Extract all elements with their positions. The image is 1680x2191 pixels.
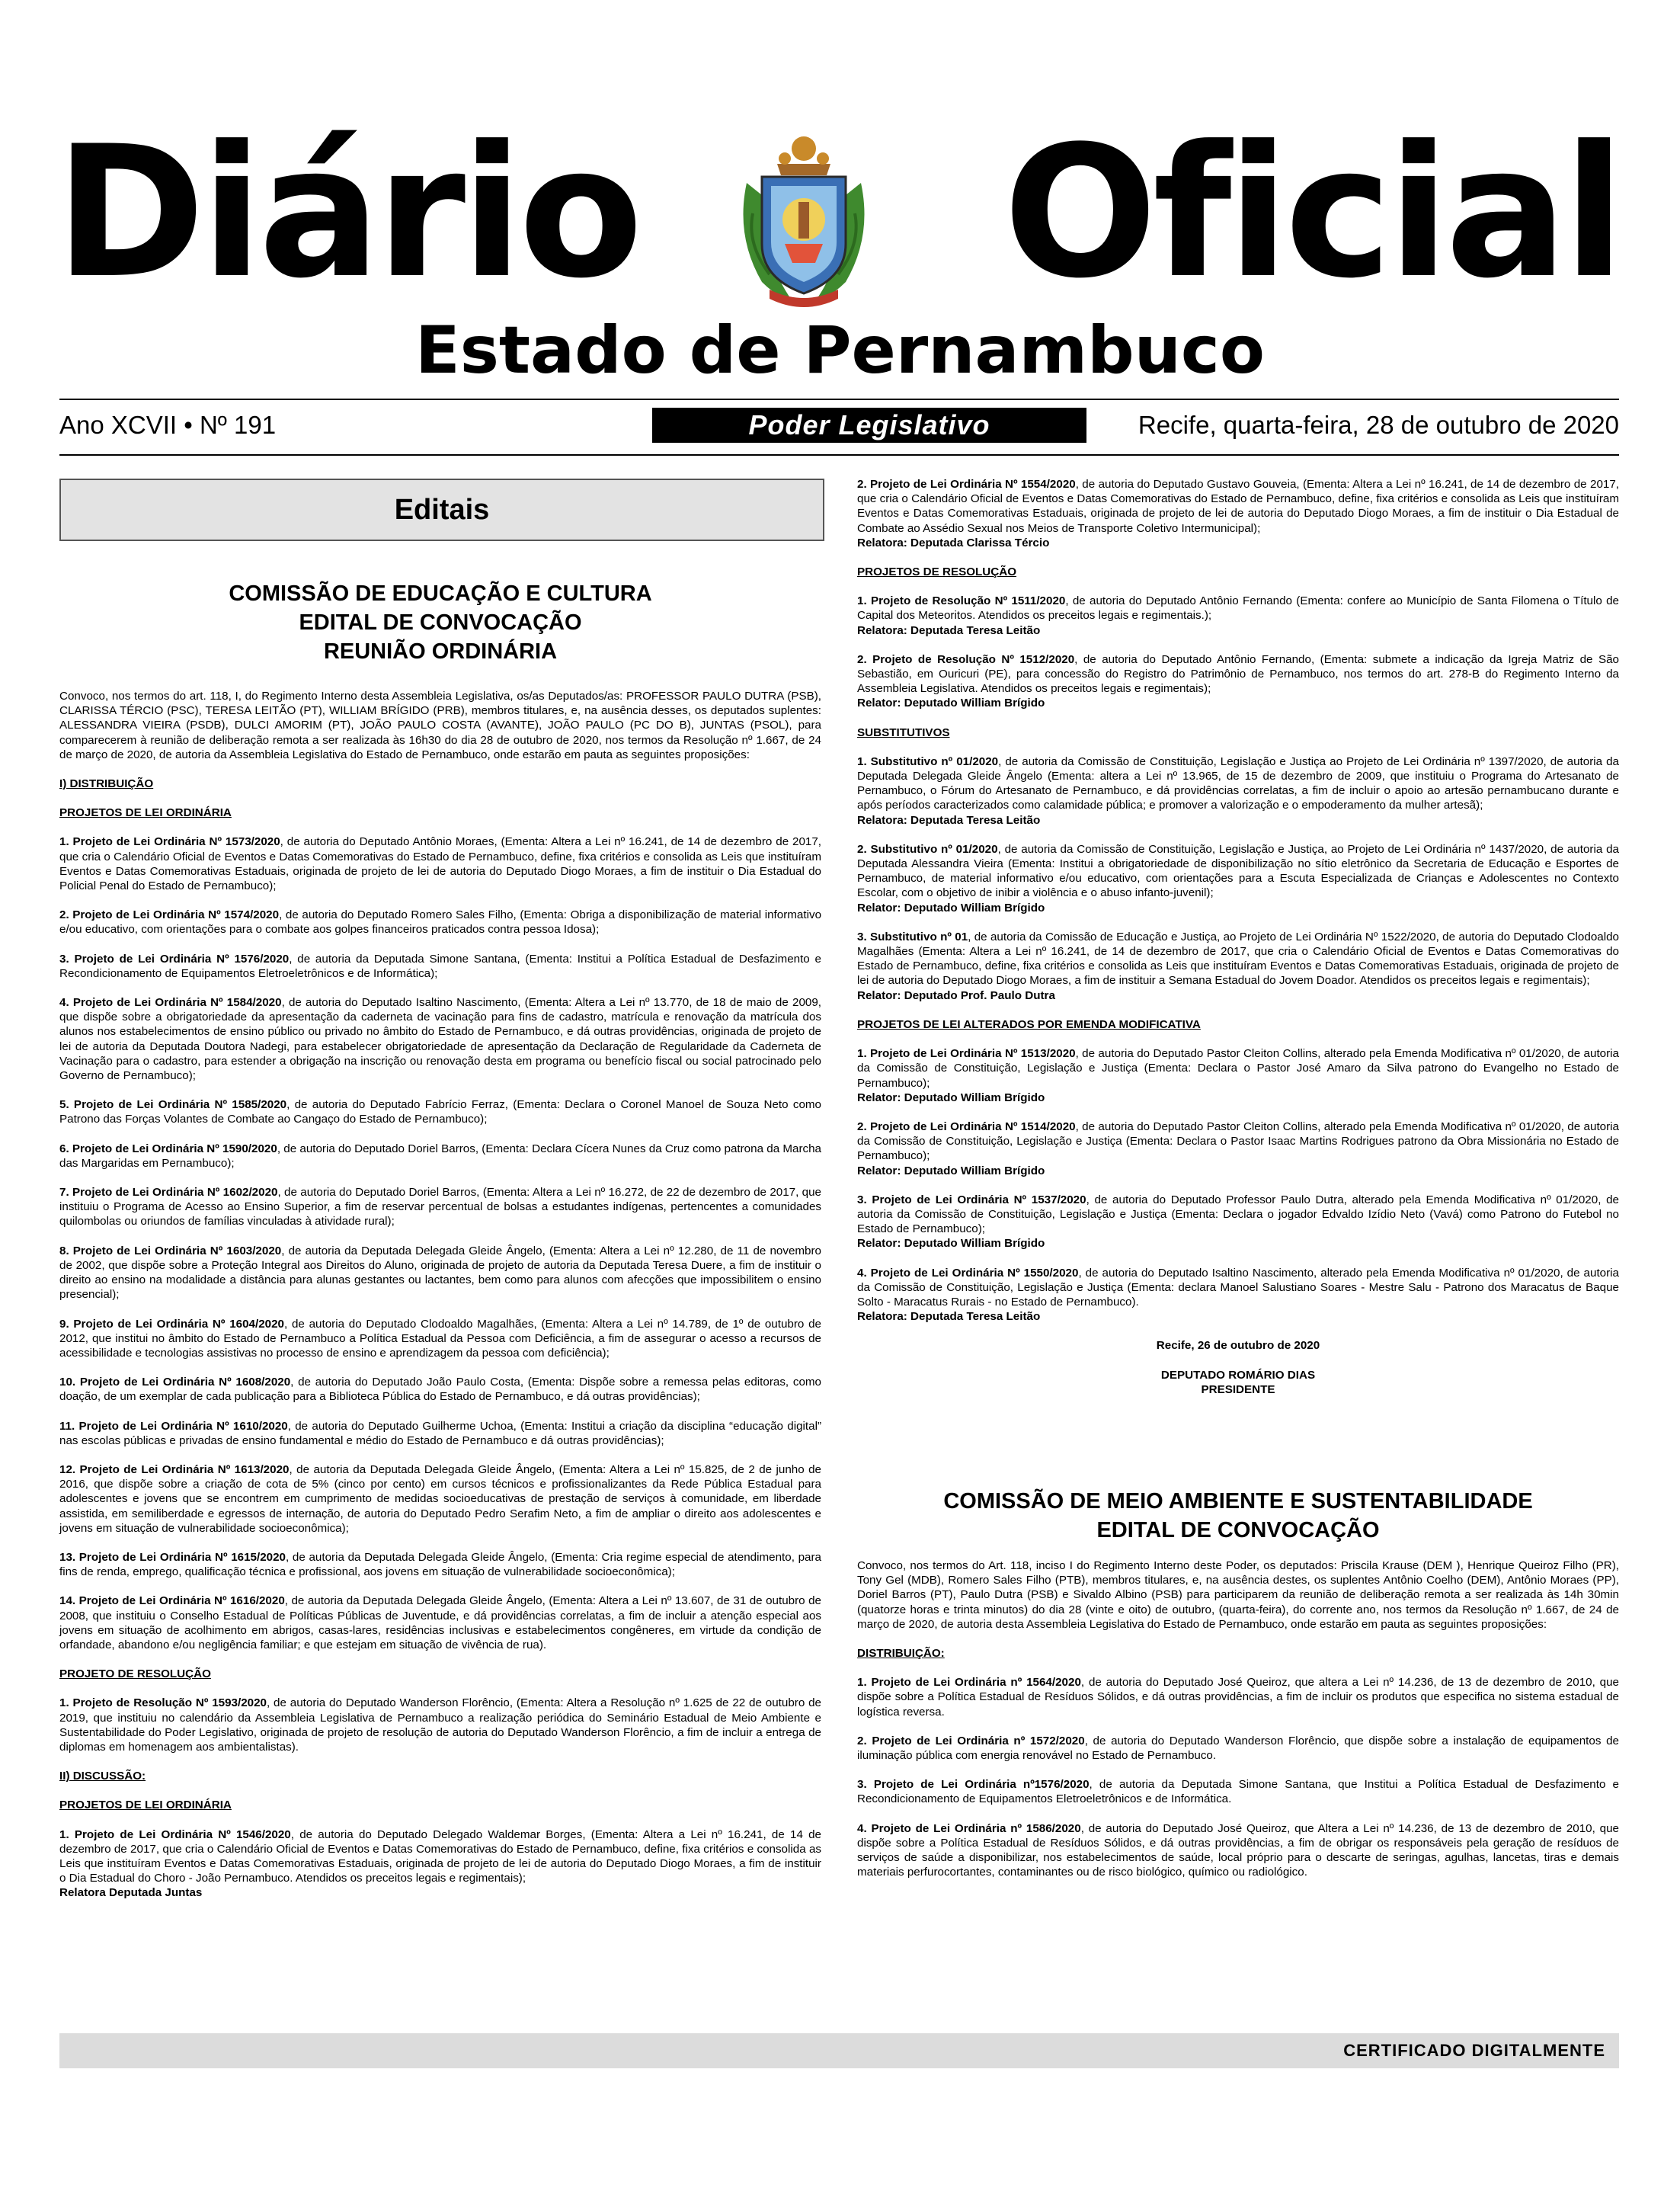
- list-item: [59, 1827, 821, 1901]
- subsection-label: PROJETOS DE LEI ORDINÁRIA: [59, 806, 232, 820]
- rapporteur: Relator: Deputado William Brígido: [857, 901, 1045, 915]
- item-text: , de autoria da Deputada Delegada Gleide Ângelo, (Ementa: Altera a Lei nº 12.280, de 11 de novembro de 2002, que dispõe sobre a Proteção Integral aos Direitos do Aluno, originada de projeto de autoria da Deputada Teresa Duere, a fim de instituir o direito ao ensino na modalidade a distância para alunas gestantes ou lactantes, bem como para alunos com afecções que impossibilitem o ensino presencial);: [59, 1244, 822, 1302]
- section-banner: Poder Legislativo: [652, 408, 1086, 443]
- list-item: [59, 1244, 821, 1302]
- item-title: 13. Projeto de Lei Ordinária Nº 1615/2020: [59, 1550, 286, 1564]
- subsection-label: PROJETO DE RESOLUÇÃO: [59, 1667, 211, 1681]
- section-label: II) DISCUSSÃO:: [59, 1770, 146, 1783]
- list-item: [857, 1266, 1619, 1325]
- item-text: , de autoria da Comissão de Educação e Justiça, ao Projeto de Lei Ordinária Nº 1522/2020, de autoria do Deputado Clodoaldo Magalhães (Ementa: Altera a Lei nº 16.241, de 14 de dezembro de 2017, que cria o Calendário Oficial de Eventos e Datas Comemorativas do Estado de Pernambuco, define, fixa critérios e consolida as Leis que instituíram Eventos e Datas Comemorativas Estaduais, originada de projeto de lei de autoria do Deputado Diogo Moraes, a fim de instituir a Semana Estadual do Jovem Doador. Atendidos os preceitos legais e regimentais);: [857, 930, 1619, 988]
- subsection-label: DISTRIBUIÇÃO:: [857, 1646, 945, 1660]
- rapporteur: Relator: Deputado William Brígido: [857, 1164, 1045, 1177]
- item-text: , de autoria do Deputado Clodoaldo Magalhães, (Ementa: Altera a Lei nº 14.789, de 1º de outubro de 2012, que institui no âmbito do Estado de Pernambuco a Política Estadual da Pessoa com Deficiência, a fim de assegurar o acesso a recursos de acessibilidade e tecnologias assistivas no processo de ensino e aprendizagem da pessoa com deficiência);: [59, 1317, 821, 1360]
- rapporteur: Relatora: Deputada Clarissa Tércio: [857, 536, 1050, 549]
- item-text: , de autoria da Deputada Simone Santana, (Ementa: Institui a Política Estadual de Desfazimento e Recondicionamento de Equipamentos Eletroeletrônicos e de Informática);: [59, 952, 821, 980]
- list-item: [59, 1594, 821, 1652]
- edition-number: Ano XCVII • Nº 191: [59, 411, 277, 439]
- item-text: , de autoria do Deputado Pastor Cleiton Collins, alterado pela Emenda Modificativa nº 01/2020, de autoria da Comissão de Constituição, Legislação e Justiça (Ementa: Declara o Pastor José Amaro da Silva patrono do Evangelho no Estado de Pernambuco);: [857, 1047, 1619, 1090]
- item-title: 2. Projeto de Lei Ordinária Nº 1554/2020: [857, 478, 1076, 491]
- item-title: 3. Projeto de Lei Ordinária nº1576/2020: [857, 1778, 1090, 1792]
- item-title: 3. Projeto de Lei Ordinária Nº 1576/2020: [59, 952, 290, 966]
- rapporteur: Relatora: Deputada Teresa Leitão: [857, 1310, 1041, 1324]
- item-title: 2. Projeto de Lei Ordinária Nº 1514/2020: [857, 1120, 1076, 1133]
- item-title: 1. Projeto de Lei Ordinária Nº 1573/2020: [59, 835, 280, 849]
- list-item: [857, 1120, 1619, 1178]
- item-text: , de autoria da Deputada Delegada Gleide Ângelo, (Ementa: Altera a Lei nº 15.825, de 2 de junho de 2016, que dispõe sobre a criação de cota de 5% (cinco por cento) em cursos técnicos e profissionalizantes da Rede Pública Estadual para adolescentes e jovens que se encontrem em cumprimento de medidas socioeducativas de prestação de serviços à comunidade, em liberdade assistida, em semiliberdade e egressos de internação, de autoria do Deputado Pedro Serafim Neto, a fim de ampliar o direito aos adolescentes e jovens em situação de vulnerabilidade socioeconômica);: [59, 1462, 821, 1535]
- item-text: , de autoria do Deputado Doriel Barros, (Ementa: Declara Cícera Nunes da Cruz como patrona da Marcha das Margaridas em Pernambuco);: [59, 1142, 822, 1170]
- list-item: [59, 952, 821, 981]
- item-title: 7. Projeto de Lei Ordinária Nº 1602/2020: [59, 1186, 278, 1200]
- list-item: [857, 477, 1619, 550]
- item-list: [857, 477, 1619, 550]
- list-item: [857, 842, 1619, 915]
- subsection-label: PROJETOS DE LEI ORDINÁRIA: [59, 1799, 232, 1812]
- item-text: , de autoria da Comissão de Constituição, Legislação e Justiça ao Projeto de Lei Ordinária nº 1397/2020, de autoria da Deputada Delegada Gleide Ângelo (Ementa: altera a Lei nº 13.965, de 15 de dezembro de 2009, que instituiu o Programa do Artesanato de Pernambuco, o Fórum do Artesanato de Pernambuco, e dá providências correlatas, a fim de incluir o apoio ao artesão pernambucano durante e após períodos caracterizados como calamidade pública; e promover a valorização e o empoderamento da mulher artesã);: [857, 754, 1619, 812]
- item-text: , de autoria do Deputado Isaltino Nascimento, (Ementa: Altera a Lei nº 13.770, de 18 de maio de 2009, que dispõe sobre a obrigatoriedade da apresentação da caderneta de vacinação para fins de cadastro, matrícula e renovação da matrícula dos alunos nos estabelecimentos de ensino público ou privado no âmbito do Estado de Pernambuco, e dá outras providências, originada de projeto de lei de autoria da Deputada Doutora Nadegi, para estabelecer obrigatoriedade de apresentação da Declaração de Regularidade da Caderneta de Vacinação para o cadastro, para estender a obrigação na inscrição ou renovação desta em programa ou benefício fiscal ou social patrocinado pelo Governo de Pernambuco);: [59, 996, 822, 1083]
- list-item: [59, 1097, 821, 1126]
- footer-bar: [59, 2033, 1619, 2068]
- item-title: 4. Projeto de Lei Ordinária nº 1586/2020: [857, 1821, 1081, 1835]
- item-title: 4. Projeto de Lei Ordinária Nº 1550/2020: [857, 1266, 1079, 1280]
- item-title: 1. Projeto de Lei Ordinária Nº 1513/2020: [857, 1047, 1076, 1061]
- signer-name: DEPUTADO ROMÁRIO DIAS: [1160, 1368, 1316, 1382]
- list-item: [857, 1734, 1619, 1763]
- masthead-title-left: Diário: [55, 107, 639, 319]
- right-column: [857, 477, 1619, 1894]
- item-title: 1. Substitutivo nº 01/2020: [857, 754, 999, 768]
- item-title: 1. Projeto de Lei Ordinária nº 1564/2020: [857, 1676, 1081, 1690]
- list-item: [857, 1193, 1619, 1251]
- item-text: , de autoria da Deputada Simone Santana, que Institui a Política Estadual de Desfazimento e Recondicionamento de Equipamentos Eletroeletrônicos e de Informática.: [857, 1778, 1619, 1806]
- item-text: , de autoria da Deputada Delegada Gleide Ângelo, (Ementa: Altera a Lei nº 13.607, de 31 de outubro de 2008, que instituiu o Conselho Estadual de Políticas Públicas de Juventude, e dá providências correlatas, a fim de incluir a atenção especial aos jovens em situação de acolhimento em abrigos, casas-lares, residências inclusivas e estabelecimentos congêneres, em virtude da condição de orfandade, abandono e/ou negligência familiar; e que estejam em situação de vivência de rua).: [59, 1594, 821, 1651]
- item-title: 3. Substitutivo nº 01: [857, 930, 968, 943]
- list-item: [857, 754, 1619, 828]
- item-text: , de autoria do Deputado Professor Paulo Dutra, alterado pela Emenda Modificativa nº 01/2020, de autoria da Comissão de Constituição, Legislação e Justiça (Ementa: Declara o jogador Edvaldo Izídio Neto (Vavá) como Patrono do Futebol no Estado de Pernambuco);: [857, 1193, 1619, 1236]
- item-list: [857, 1046, 1619, 1324]
- masthead: [0, 107, 1680, 328]
- list-item: [857, 1777, 1619, 1806]
- item-text: , de autoria do Deputado Wanderson Florêncio, que dispõe sobre a instalação de equipamentos de iluminação pública com energia renovável no Estado de Pernambuco.: [857, 1734, 1619, 1762]
- subsection-label: PROJETOS DE LEI ALTERADOS POR EMENDA MODIFICATIVA: [857, 1017, 1201, 1031]
- signer-role: PRESIDENTE: [1201, 1382, 1275, 1396]
- item-text: , de autoria do Deputado Antônio Fernando (Ementa: confere ao Município de Santa Filomena o Título de Capital dos Meteoritos. Atendidos os preceitos legais e regimentais.);: [857, 594, 1619, 623]
- item-text: , de autoria do Deputado João Paulo Costa, (Ementa: Dispõe sobre a remessa pelas editoras, como doação, de um exemplar de cada publicação para a Biblioteca Pública do Estado de Pernambuco, e dá outras providências);: [59, 1376, 821, 1404]
- intro-paragraph: Convoco, nos termos do Art. 118, inciso I do Regimento Interno deste Poder, os deputados: Priscila Krause (DEM ), Henrique Queiroz Filho (PR), Tony Gel (MDB), Romero Sales Filho (PTB), membros titulares, e, na ausência destes, os suplentes Antônio Coelho (DEM), Antônio Moraes (PP), Doriel Barros (PT), Paulo Dutra (PSB) e Sivaldo Albino (PSB) para participarem da reunião de deliberação remota a ser realizada às 14h 30min (quatorze horas e trinta minutos) do dia 28 (vinte e oito) de outubro, (quarta-feira), do corrente ano, nos termos da Resolução nº 1.667, de 24 de março de 2020, de autoria desta Assembleia Legislativa do Estado de Pernambuco, onde estarão em pauta as seguintes proposições:: [857, 1558, 1619, 1631]
- list-item: [59, 908, 821, 937]
- rapporteur: Relatora: Deputada Teresa Leitão: [857, 813, 1041, 827]
- rapporteur: Relator: Deputado William Brígido: [857, 1091, 1045, 1104]
- rapporteur: Relator: Deputado William Brígido: [857, 1237, 1045, 1251]
- info-bar: [59, 408, 1619, 446]
- item-title: 10. Projeto de Lei Ordinária Nº 1608/2020: [59, 1376, 291, 1389]
- list-item: [59, 995, 821, 1083]
- heading-line: REUNIÃO ORDINÁRIA: [323, 639, 558, 664]
- subsection-label: PROJETOS DE RESOLUÇÃO: [857, 565, 1017, 579]
- rapporteur: Relator: Deputado Prof. Paulo Dutra: [857, 988, 1055, 1002]
- item-text: , de autoria do Deputado Delegado Waldemar Borges, (Ementa: Altera a Lei nº 16.241, de 14 de dezembro de 2017, que cria o Calendário Oficial de Eventos e Datas Comemorativas do Estado de Pernambuco, define, fixa critérios e consolida as Leis que instituíram Eventos e Datas Comemorativas Estaduais, originada de projeto de lei de autoria do Deputado Diogo Moraes, a fim de instituir o Dia Estadual do Choro - João Pernambuco. Atendidos os preceitos legais e regimentais);: [59, 1827, 822, 1885]
- place-date: Recife, 26 de outubro de 2020: [1156, 1339, 1320, 1353]
- list-item: [857, 652, 1619, 711]
- item-title: 1. Projeto de Resolução Nº 1593/2020: [59, 1696, 267, 1710]
- item-title: 6. Projeto de Lei Ordinária Nº 1590/2020: [59, 1142, 277, 1155]
- item-list: [59, 834, 821, 1652]
- heading-line: COMISSÃO DE MEIO AMBIENTE E SUSTENTABILIDADE: [943, 1488, 1533, 1514]
- item-text: , de autoria do Deputado Doriel Barros, (Ementa: Altera a Lei nº 16.272, de 22 de dezembro de 2017, que instituiu o Programa de Acesso ao Ensino Superior, a fim de reservar percentual de bolsas a estudantes indígenas, pertencentes a comunidades quilombolas ou oriundos de famílias vinculadas à atividade rural);: [59, 1186, 822, 1228]
- list-item: [59, 1375, 821, 1404]
- item-text: , de autoria do Deputado Wanderson Florêncio, (Ementa: Altera a Resolução nº 1.625 de 22 de outubro de 2019, que instituiu no calendário da Assembleia Legislativa de Pernambuco a realização periódica do Seminário Estadual de Meio Ambiente e Sustentabilidade do Poder Legislativo, originada de projeto de resolução de autoria do Deputado Wanderson Florêncio, a fim de incluir a entrega de diplomas em homenagem aos ambientalistas).: [59, 1696, 822, 1754]
- item-text: , de autoria do Deputado Isaltino Nascimento, alterado pela Emenda Modificativa nº 01/2020, de autoria da Comissão de Constituição, Legislação e Justiça (Ementa: declara Manoel Salustiano Soares - Mestre Salu - Patrono dos Maracatus de Baque Solto - Maracatus Rurais - no Estado de Pernambuco).: [857, 1266, 1619, 1309]
- rapporteur: Relatora Deputada Juntas: [59, 1886, 203, 1900]
- item-text: , de autoria do Deputado Pastor Cleiton Collins, alterado pela Emenda Modificativa nº 01/2020, de autoria da Comissão de Constituição, Legislação e Justiça (Ementa: Declara o Pastor Isaac Martins Rodrigues patrono da Obra Missionária no Estado de Pernambuco);: [857, 1120, 1619, 1163]
- item-text: , de autoria do Deputado Guilherme Uchoa, (Ementa: Institui a criação da disciplina “educação digital” nas escolas públicas e privadas de ensino fundamental e médio do Estado de Pernambuco e dá outras providências);: [59, 1419, 821, 1447]
- item-text: , de autoria do Deputado Antônio Fernando, (Ementa: submete a indicação da Igreja Matriz de São Sebastião, em Ouricuri (PE), para concessão do Registro do Patrimônio de Pernambuco, nos termos do art. 278-B do Regimento Interno da Assembleia Legislativa. Atendidos os preceitos legais e regimentais);: [857, 652, 1619, 696]
- list-item: [59, 1419, 821, 1448]
- masthead-title-right: Oficial: [1003, 107, 1621, 319]
- item-title: 3. Projeto de Lei Ordinária Nº 1537/2020: [857, 1193, 1086, 1206]
- item-title: 1. Projeto de Resolução Nº 1511/2020: [857, 594, 1066, 608]
- item-list: [857, 594, 1619, 710]
- masthead-subtitle: Estado de Pernambuco: [415, 312, 1265, 389]
- heading-line: COMISSÃO DE EDUCAÇÃO E CULTURA: [229, 581, 652, 606]
- left-column: [59, 579, 821, 1915]
- issue-date: Recife, quarta-feira, 28 de outubro de 2020: [1138, 411, 1619, 439]
- section-label: I) DISTRIBUIÇÃO: [59, 777, 154, 791]
- list-item: [857, 1046, 1619, 1105]
- intro-paragraph: Convoco, nos termos do art. 118, I, do Regimento Interno desta Assembleia Legislativa, os/as Deputados/as: PROFESSOR PAULO DUTRA (PSB), CLARISSA TÉRCIO (PSC), TERESA LEITÃO (PT), WILLIAM BRÍGIDO (PRB), membros titulares, e, na ausência desses, os deputados suplentes: ALESSANDRA VIEIRA (PSDB), DULCI AMORIM (PT), JOÃO PAULO COSTA (AVANTE), JOÃO PAULO (PC DO B), JUNTAS (PSOL), para comparecerem à reunião de deliberação remota a ser realizada às 16h30 do dia 28 de outubro de 2020, nos termos da Resolução nº 1.667, de 24 de março de 2020, de autoria da Assembleia Legislativa do Estado de Pernambuco, onde estarão em pauta as seguintes proposições:: [59, 690, 821, 761]
- bottom-rule: [59, 454, 1619, 456]
- item-text: , de autoria do Deputado Antônio Moraes, (Ementa: Altera a Lei nº 16.241, de 14 de dezembro de 2017, que cria o Calendário Oficial de Eventos e Datas Comemorativas do Estado de Pernambuco, define, fixa critérios e consolida as Leis que instituíram Eventos e Datas Comemorativas Estaduais, originada de projeto de lei de autoria do Deputado Diogo Moraes, a fim de instituir o Dia Estadual do Policial Penal do Estado de Pernambuco);: [59, 835, 822, 893]
- item-title: 2. Projeto de Lei Ordinária Nº 1574/2020: [59, 908, 280, 922]
- item-title: 2. Substitutivo nº 01/2020: [857, 842, 998, 856]
- item-list: [59, 1827, 821, 1901]
- item-title: 4. Projeto de Lei Ordinária Nº 1584/2020: [59, 996, 282, 1010]
- list-item: [857, 1821, 1619, 1880]
- list-item: [59, 1550, 821, 1579]
- item-title: 8. Projeto de Lei Ordinária Nº 1603/2020: [59, 1244, 282, 1257]
- item-title: 2. Projeto de Resolução Nº 1512/2020: [857, 652, 1075, 666]
- item-title: 1. Projeto de Lei Ordinária Nº 1546/2020: [59, 1827, 291, 1841]
- item-title: 9. Projeto de Lei Ordinária Nº 1604/2020: [59, 1317, 284, 1331]
- item-text: , de autoria do Deputado José Queiroz, que Altera a Lei nº 14.236, de 13 de dezembro de 2010, que dispõe sobre a Política Estadual de Resíduos Sólidos, e dá outras providências, a fim de obrigar os responsáveis pela geração de resíduos de serviços de saúde a disponibilizar, nos estabelecimentos de saúde, local próprio para o descarte de seringas, agulhas, lancetas, tiras e demais materiais perfurocortantes, contaminantes ou de risco biológico, químico ou radiológico.: [857, 1821, 1619, 1879]
- top-rule: [59, 399, 1619, 400]
- item-title: 5. Projeto de Lei Ordinária Nº 1585/2020: [59, 1098, 287, 1112]
- list-item: [59, 1696, 821, 1754]
- edital-heading: [59, 579, 821, 666]
- item-list: [59, 1696, 821, 1754]
- list-item: [59, 1462, 821, 1536]
- item-text: , de autoria da Deputada Delegada Gleide Ângelo, (Ementa: Cria regime especial de atendimento, para fins de renda, emprego, qualificação técnica e profissional, aos jovens em situação de vulnerabilidade socioeconômica);: [59, 1550, 821, 1579]
- item-title: 11. Projeto de Lei Ordinária Nº 1610/2020: [59, 1419, 288, 1433]
- rapporteur: Relator: Deputado William Brígido: [857, 697, 1045, 710]
- item-title: 12. Projeto de Lei Ordinária Nº 1613/2020: [59, 1462, 290, 1476]
- item-title: 2. Projeto de Lei Ordinária nº 1572/2020: [857, 1734, 1085, 1747]
- rapporteur: Relatora: Deputada Teresa Leitão: [857, 623, 1041, 637]
- subsection-label: SUBSTITUTIVOS: [857, 726, 950, 739]
- list-item: [857, 594, 1619, 638]
- digital-certificate-label: CERTIFICADO DIGITALMENTE: [1343, 2041, 1605, 2060]
- list-item: [857, 1675, 1619, 1719]
- item-text: , de autoria do Deputado Gustavo Gouveia, (Ementa: Altera a Lei nº 16.241, de 14 de dezembro de 2017, que cria o Calendário Oficial de Eventos e Datas Comemorativas do Estado de Pernambuco, define, fixa critérios e consolida as Leis que instituíram Eventos e Datas Comemorativas Estaduais, originada de projeto de lei de autoria do Deputado Diogo Moraes, a fim de instituir o Dia Estadual de Combate ao Assédio Sexual nos Meios de Transporte Coletivo Intermunicipal);: [857, 478, 1620, 535]
- item-list: [857, 754, 1619, 1003]
- list-item: [59, 1185, 821, 1229]
- coat-of-arms-icon: [731, 130, 876, 312]
- item-text: , de autoria da Comissão de Constituição, Legislação e Justiça, ao Projeto de Lei Ordinária nº 1437/2020, de autoria da Deputada Alessandra Vieira (Ementa: Institui a obrigatoriedade de disponibilização no sítio eletrônico da Secretaria de Educação e Esportes de Pernambuco, de material informativo e/ou educativo, com orientações para a Escuta Especializada de Crianças e Adolescentes no Contexto Escolar, com o objetivo de inibir a violência e o abuso infanto-juvenil);: [857, 842, 1619, 900]
- item-title: 14. Projeto de Lei Ordinária Nº 1616/2020: [59, 1594, 285, 1608]
- item-text: , de autoria do Deputado Romero Sales Filho, (Ementa: Obriga a disponibilização de material informativo e/ou educativo, com orientações para o combate aos golpes financeiros praticados contra pessoa Idosa);: [59, 908, 822, 937]
- section-title: Editais: [59, 479, 824, 541]
- list-item: [59, 1142, 821, 1171]
- list-item: [857, 930, 1619, 1003]
- edital-heading: [857, 1487, 1619, 1545]
- list-item: [59, 1317, 821, 1361]
- item-text: , de autoria do Deputado Fabrício Ferraz, (Ementa: Declara o Coronel Manoel de Souza Neto como Patrono das Forças Volantes de Combate ao Cangaço do Estado de Pernambuco);: [59, 1098, 822, 1126]
- heading-line: EDITAL DE CONVOCAÇÃO: [1096, 1517, 1380, 1542]
- heading-line: EDITAL DE CONVOCAÇÃO: [299, 610, 582, 635]
- item-list: [857, 1675, 1619, 1879]
- list-item: [59, 834, 821, 893]
- item-text: , de autoria do Deputado José Queiroz, que altera a Lei nº 14.236, de 13 de dezembro de 2010, que dispõe sobre a Política Estadual de Resíduos Sólidos, e dá outras providências, a fim de incluir os produtos que especifica no sistema estadual de logística reversa.: [857, 1676, 1619, 1719]
